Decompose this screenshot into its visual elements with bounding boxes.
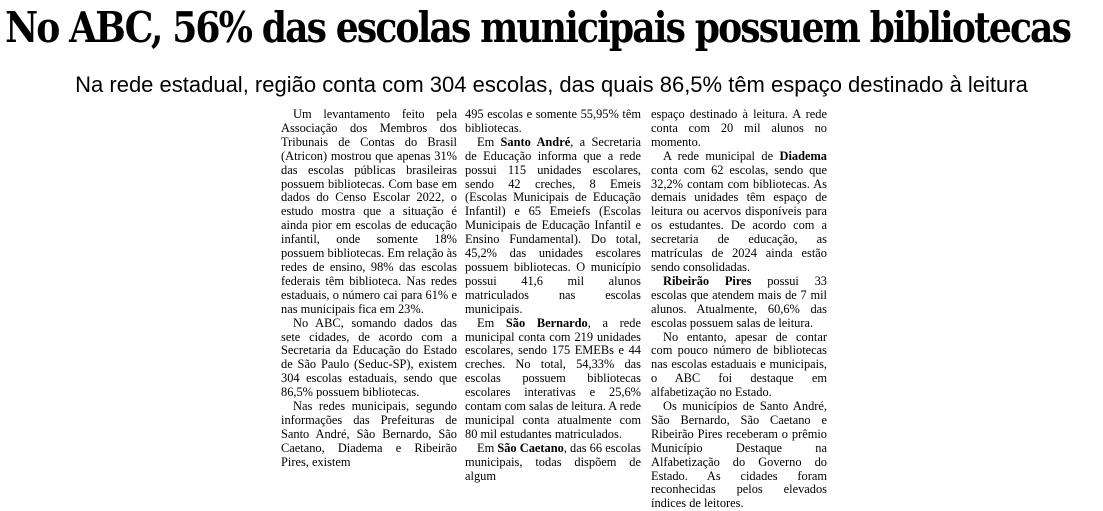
paragraph: Um levantamento feito pela Associação dos Membros dos Tribunais de Contas do Brasil (Atricon) mostrou que apenas 31% das escolas públicas brasileiras possuem bibliotecas. Com base em dados do Censo Escolar 2022, o estudo mostra que a situação é ainda pior em escolas de educação infantil, onde somente 18% possuem bibliotecas. Em relação às redes de ensino, 98% das escolas federais têm biblioteca. Nas redes estaduais, o número cai para 61% e nas municipais fica em 23%.: [281, 107, 457, 316]
city-name: Diadema: [779, 148, 827, 163]
paragraph: 495 escolas e somente 55,95% têm bibliotecas.: [465, 107, 641, 135]
paragraph: Os municípios de Santo André, São Bernardo, São Caetano e Ribeirão Pires receberam o prêmio Município Destaque na Alfabetização do Governo do Estado. As cidades foram reconhecidas pelos elevados índices de leitores.: [651, 399, 827, 511]
city-name: São Bernardo: [505, 315, 588, 330]
paragraph: Em Santo André, a Secretaria de Educação informa que a rede possui 115 unidades escolares, sendo 42 creches, 8 Emeis (Escolas Municipais de Educação Infantil) e 65 Emeiefs (Escolas Municipais de Educação Infantil e Ensino Fundamental). Do total, 45,2% das unidades escolares possuem bibliotecas. O município possui 41,6 mil alunos matriculados nas escolas municipais.: [465, 134, 641, 316]
paragraph: Nas redes municipais, segundo informações das Prefeituras de Santo André, São Bernardo, São Caetano, Diadema e Ribeirão Pires, existem: [281, 399, 457, 469]
subheadline: Na rede estadual, região conta com 304 escolas, das quais 86,5% têm espaço destinado à leitura: [75, 72, 1028, 97]
article-column-3: [651, 108, 827, 511]
article-column-1: [281, 108, 457, 470]
paragraph: No entanto, apesar de contar com pouco número de bibliotecas nas escolas estaduais e municipais, o ABC foi destaque em alfabetização no Estado.: [651, 329, 827, 400]
headline: No ABC, 56% das escolas municipais possuem bibliotecas: [5, 3, 1071, 52]
paragraph: Em São Bernardo, a rede municipal conta com 219 unidades escolares, sendo 175 EMEBs e 44 creches. No total, 54,33% das escolas possuem bibliotecas escolares interativas e 25,6% contam com salas de leitura. A rede municipal conta atualmente com 80 mil estudantes matriculados.: [465, 315, 641, 441]
paragraph: Ribeirão Pires possui 33 escolas que atendem mais de 7 mil alunos. Atualmente, 60,6% das escolas possuem salas de leitura.: [651, 273, 827, 330]
paragraph: Em São Caetano, das 66 escolas municipais, todas dispõem de algum: [465, 440, 641, 483]
paragraph: No ABC, somando dados das sete cidades, de acordo com a Secretaria da Educação do Estado de São Paulo (Seduc-SP), existem 304 escolas estaduais, sendo que 86,5% possuem bibliotecas.: [281, 315, 457, 400]
city-name: São Caetano: [497, 440, 564, 455]
paragraph: espaço destinado à leitura. A rede conta com 20 mil alunos no momento.: [651, 107, 827, 149]
city-name: Ribeirão Pires: [663, 273, 752, 288]
article-column-2: [465, 108, 641, 483]
city-name: Santo André: [500, 134, 571, 149]
paragraph: A rede municipal de Diadema conta com 62 escolas, sendo que 32,2% contam com bibliotecas. As demais unidades têm espaço de leitura ou acervos disponíveis para os estudantes. De acordo com a secretaria de educação, as matrículas de 2024 ainda estão sendo consolidadas.: [651, 148, 827, 274]
